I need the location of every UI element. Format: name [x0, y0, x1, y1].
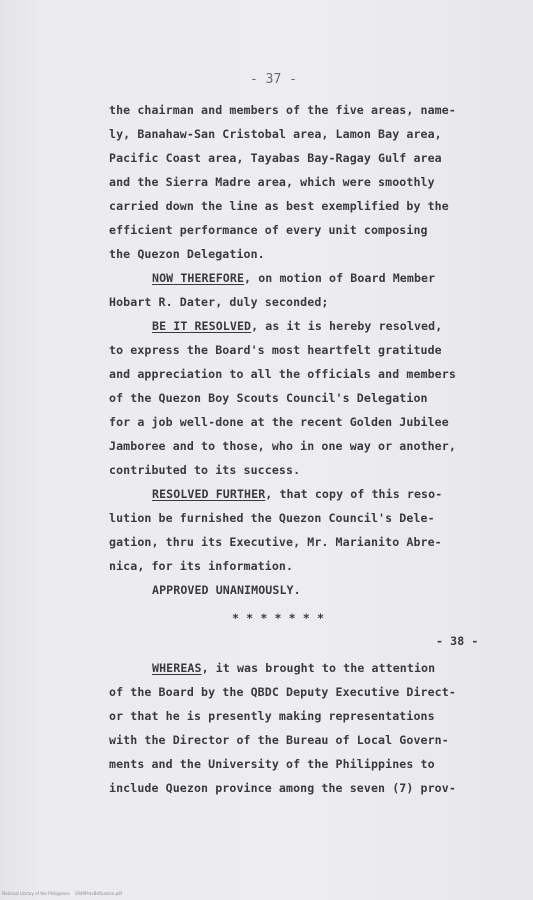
text-line: contributed to its success. [109, 463, 301, 477]
text-line: gation, thru its Executive, Mr. Marianito Abre- [109, 535, 442, 549]
text-line: with the Director of the Bureau of Local Govern- [109, 733, 449, 747]
now-therefore-line [152, 271, 435, 285]
text-line: include Quezon province among the seven (7) prov- [109, 781, 456, 795]
text-line: ly, Banahaw-San Cristobal area, Lamon Bay area, [109, 127, 442, 141]
resolved-further-lead: RESOLVED FURTHER [152, 487, 266, 501]
resolved-further-line [152, 487, 442, 501]
be-it-resolved-line [152, 319, 442, 333]
be-it-resolved-rest: , as it is hereby resolved, [251, 319, 443, 333]
text-line: and appreciation to all the officials and members [109, 367, 456, 381]
next-page-number: - 38 - [436, 634, 479, 648]
whereas-lead: WHEREAS [152, 661, 202, 675]
text-line: the chairman and members of the five areas, name- [109, 103, 456, 117]
approved-line: APPROVED UNANIMOUSLY. [152, 583, 301, 597]
text-line: nica, for its information. [109, 559, 294, 573]
text-line: ments and the University of the Philippines to [109, 757, 435, 771]
stars-separator: * * * * * * * [232, 611, 325, 625]
now-therefore-lead: NOW THEREFORE [152, 271, 245, 285]
page-number: - 37 - [250, 72, 297, 87]
text-line: Hobart R. Dater, duly seconded; [109, 295, 329, 309]
be-it-resolved-lead: BE IT RESOLVED [152, 319, 252, 333]
text-line: of the Quezon Boy Scouts Council's Delegation [109, 391, 428, 405]
whereas-line [152, 661, 435, 675]
text-line: Jamboree and to those, who in one way or another, [109, 439, 456, 453]
text-line: lution be furnished the Quezon Council's Dele- [109, 511, 435, 525]
text-line: and the Sierra Madre area, which were smoothly [109, 175, 435, 189]
text-line: or that he is presently making representations [109, 709, 435, 723]
archive-footer: National Library of the Philippines 1949ProvBdQuezon.pdf [2, 891, 122, 896]
text-line: the Quezon Delegation. [109, 247, 265, 261]
text-line: of the Board by the QBDC Deputy Executive Direct- [109, 685, 456, 699]
text-line: efficient performance of every unit composing [109, 223, 428, 237]
whereas-rest: , it was brought to the attention [201, 661, 436, 675]
text-line: Pacific Coast area, Tayabas Bay-Ragay Gulf area [109, 151, 442, 165]
resolved-further-rest: , that copy of this reso- [265, 487, 443, 501]
text-line: to express the Board's most heartfelt gratitude [109, 343, 442, 357]
text-line: for a job well-done at the recent Golden Jubilee [109, 415, 449, 429]
now-therefore-rest: , on motion of Board Member [244, 271, 436, 285]
text-line: carried down the line as best exemplified by the [109, 199, 449, 213]
